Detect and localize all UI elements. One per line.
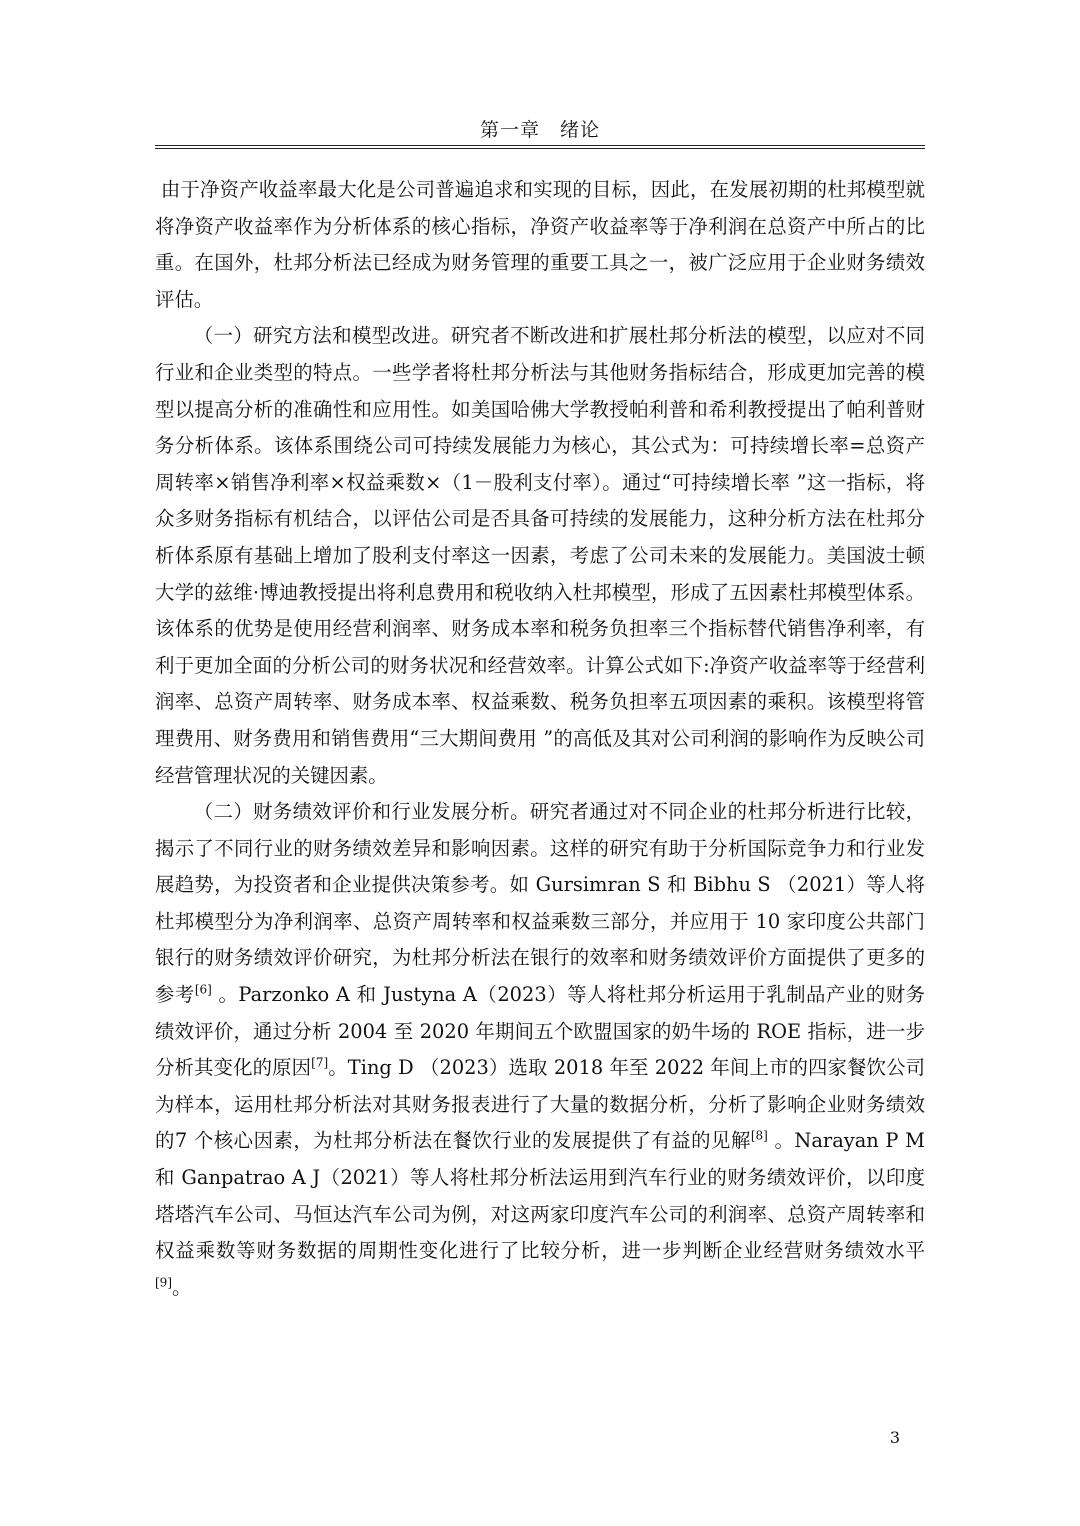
running-header: 第一章 绪论 bbox=[479, 119, 600, 141]
paragraph-2: （一）研究方法和模型改进。研究者不断改进和扩展杜邦分析法的模型，以应对不同行业和企业类型的特点。一些学者将杜邦分析法与其他财务指标结合，形成更加完善的模型以提高分析的准确性和应用性。如美国哈佛大学教授帕利普和希利教授提出了帕利普财务分析体系。该体系围绕公司可持续发展能力为核心，其公式为：可持续增长率=总资产周转率×销售净利率×权益乘数×（1－股利支付率）。通过“可持续增长率 ”这一指标，将众多财务指标有机结合，以评估公司是否具备可持续的发展能力，这种分析方法在杜邦分析体系原有基础上增加了股利支付率这一因素，考虑了公司未来的发展能力。美国波士顿大学的兹维·博迪教授提出将利息费用和税收纳入杜邦模型，形成了五因素杜邦模型体系。该体系的优势是使用经营利润率、财务成本率和税务负担率三个指标替代销售净利率，有利于更加全面的分析公司的财务状况和经营效率。计算公式如下:净资产收益率等于经营利润率、总资产周转率、财务成本率、权益乘数、税务负担率五项因素的乘积。该模型将管理费用、财务费用和销售费用“三大期间费用 ”的高低及其对公司利润的影响作为反映公司经营管理状况的关键因素。 bbox=[155, 324, 925, 787]
body-text bbox=[155, 172, 925, 1306]
citation-9: [9] bbox=[155, 1275, 172, 1290]
paragraph-3-text-5: 。 bbox=[172, 1275, 192, 1299]
paragraph-3-text-1: （二）财务绩效评价和行业发展分析。研究者通过对不同企业的杜邦分析进行比较，揭示了不同行业的财务绩效差异和影响因素。这样的研究有助于分析国际竞争力和行业发展趋势，为投资者和企业提供决策参考。如 Gursimran S 和 Bibhu S （2021）等人将杜邦模型分为净利润率、总资产周转率和权益乘数三部分，并应用于 10 家印度公共部门银行的财务绩效评价研究，为杜邦分析法在银行的效率和财务绩效评价方面提供了更多的参考 bbox=[155, 800, 925, 1007]
paragraph-3 bbox=[155, 794, 925, 1306]
paragraph-3-text-2: 。Parzonko A 和 Justyna A（2023）等人将杜邦分析运用于乳制品产业的财务绩效评价，通过分析 2004 至 2020 年期间五个欧盟国家的奶牛场的 ROE 指标，进一步分析其变化的原因 bbox=[155, 983, 925, 1080]
paragraph-1: 由于净资产收益率最大化是公司普遍追求和实现的目标，因此，在发展初期的杜邦模型就将净资产收益率作为分析体系的核心指标，净资产收益率等于净利润在总资产中所占的比重。在国外，杜邦分析法已经成为财务管理的重要工具之一，被广泛应用于企业财务绩效评估。 bbox=[155, 178, 925, 311]
header-double-rule bbox=[155, 145, 925, 149]
citation-7: [7] bbox=[311, 1055, 329, 1070]
paragraph-3-text-3: 。Ting D （2023）选取 2018 年至 2022 年间上市的四家餐饮公司为样本，运用杜邦分析法对其财务报表进行了大量的数据分析，分析了影响企业财务绩效的7 个核心因素，为杜邦分析法在餐饮行业的发展提供了有益的见解 bbox=[155, 1056, 926, 1153]
citation-8: [8] bbox=[750, 1128, 768, 1143]
paragraph-3-text-4: 。Narayan P M 和 Ganpatrao A J（2021）等人将杜邦分析法运用到汽车行业的财务绩效评价，以印度塔塔汽车公司、马恒达汽车公司为例，对这两家印度汽车公司的利润率、总资产周转率和权益乘数等财务数据的周期性变化进行了比较分析，进一步判断企业经营财务绩效水平 bbox=[155, 1129, 925, 1263]
citation-6: [6] bbox=[194, 982, 212, 997]
page-number: 3 bbox=[889, 1428, 900, 1447]
